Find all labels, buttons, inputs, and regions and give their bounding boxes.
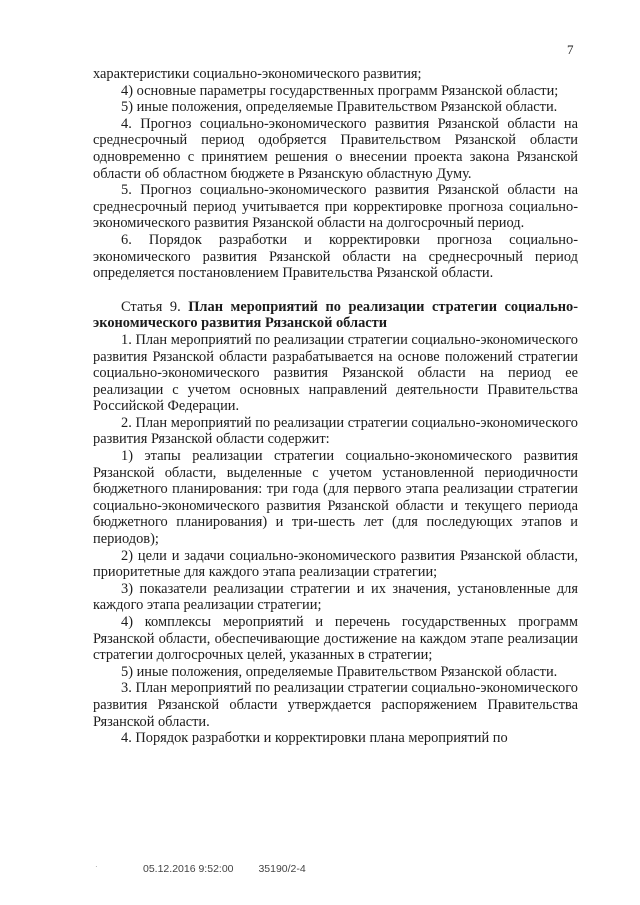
list-item: 2) цели и задачи социально-экономического развития Рязанской области, приоритетные для каждого этапа реализации стратегии;: [93, 547, 578, 581]
paragraph: 3. План мероприятий по реализации стратегии социально-экономического развития Рязанской области утверждается распоряжением Правительства Рязанской области.: [93, 680, 578, 730]
footer: [143, 863, 328, 875]
paragraph: 4) основные параметры государственных программ Рязанской области;: [121, 82, 559, 99]
paragraph: 5) иные положения, определяемые Правительством Рязанской области.: [121, 99, 558, 116]
footer-timestamp: 05.12.2016 9:52:00: [143, 863, 234, 875]
article-heading: [93, 299, 578, 332]
paragraph: 5. Прогноз социально-экономического развития Рязанской области на среднесрочный период учитывается при корректировке прогноза социально-экономического развития Рязанской области на долгосрочный период.: [93, 182, 578, 232]
paragraph: 1. План мероприятий по реализации стратегии социально-экономического развития Рязанской области разрабатывается на основе положений стратегии социально-экономического развития Рязанской области на период ее реализации с учетом основных направлений деятельности Правительства Российской Федерации.: [93, 331, 578, 415]
paragraph: 2. План мероприятий по реализации стратегии социально-экономического развития Рязанской области содержит:: [93, 414, 578, 448]
footer-mark: ·: [95, 862, 98, 871]
document-body: [93, 66, 578, 747]
paragraph: 4. Прогноз социально-экономического развития Рязанской области на среднесрочный период одобряется Правительством Рязанской области одновременно с принятием решения о внесении проекта закона Рязанской области об областном бюджете в Рязанскую областную Думу.: [93, 115, 578, 182]
article-title: План мероприятий по реализации стратегии социально-экономического развития Рязанской области: [93, 298, 578, 332]
list-item: 4) комплексы мероприятий и перечень государственных программ Рязанской области, обеспечивающие достижение на каждом этапе реализации стратегии долгосрочных целей, указанных в стратегии;: [93, 614, 578, 664]
list-item: 5) иные положения, определяемые Правительством Рязанской области.: [121, 663, 558, 680]
page-number: 7: [567, 42, 574, 57]
article-number: Статья 9.: [121, 298, 189, 315]
paragraph: 4. Порядок разработки и корректировки плана мероприятий по: [121, 730, 508, 747]
footer-doc-code: 35190/2-4: [258, 863, 306, 875]
list-item: 3) показатели реализации стратегии и их значения, установленные для каждого этапа реализации стратегии;: [93, 580, 578, 614]
paragraph: характеристики социально-экономического развития;: [93, 66, 422, 82]
paragraph: 6. Порядок разработки и корректировки прогноза социально-экономического развития Рязанской области на среднесрочный период определяется постановлением Правительства Рязанской области.: [93, 231, 578, 282]
list-item: 1) этапы реализации стратегии социально-экономического развития Рязанской области, выделенные с учетом установленной периодичности бюджетного планирования: три года (для первого этапа реализации стратегии социально-экономического развития Рязанской области и текущего периода бюджетного планирования) и три-шесть лет (для последующих этапов и периодов);: [93, 448, 578, 548]
